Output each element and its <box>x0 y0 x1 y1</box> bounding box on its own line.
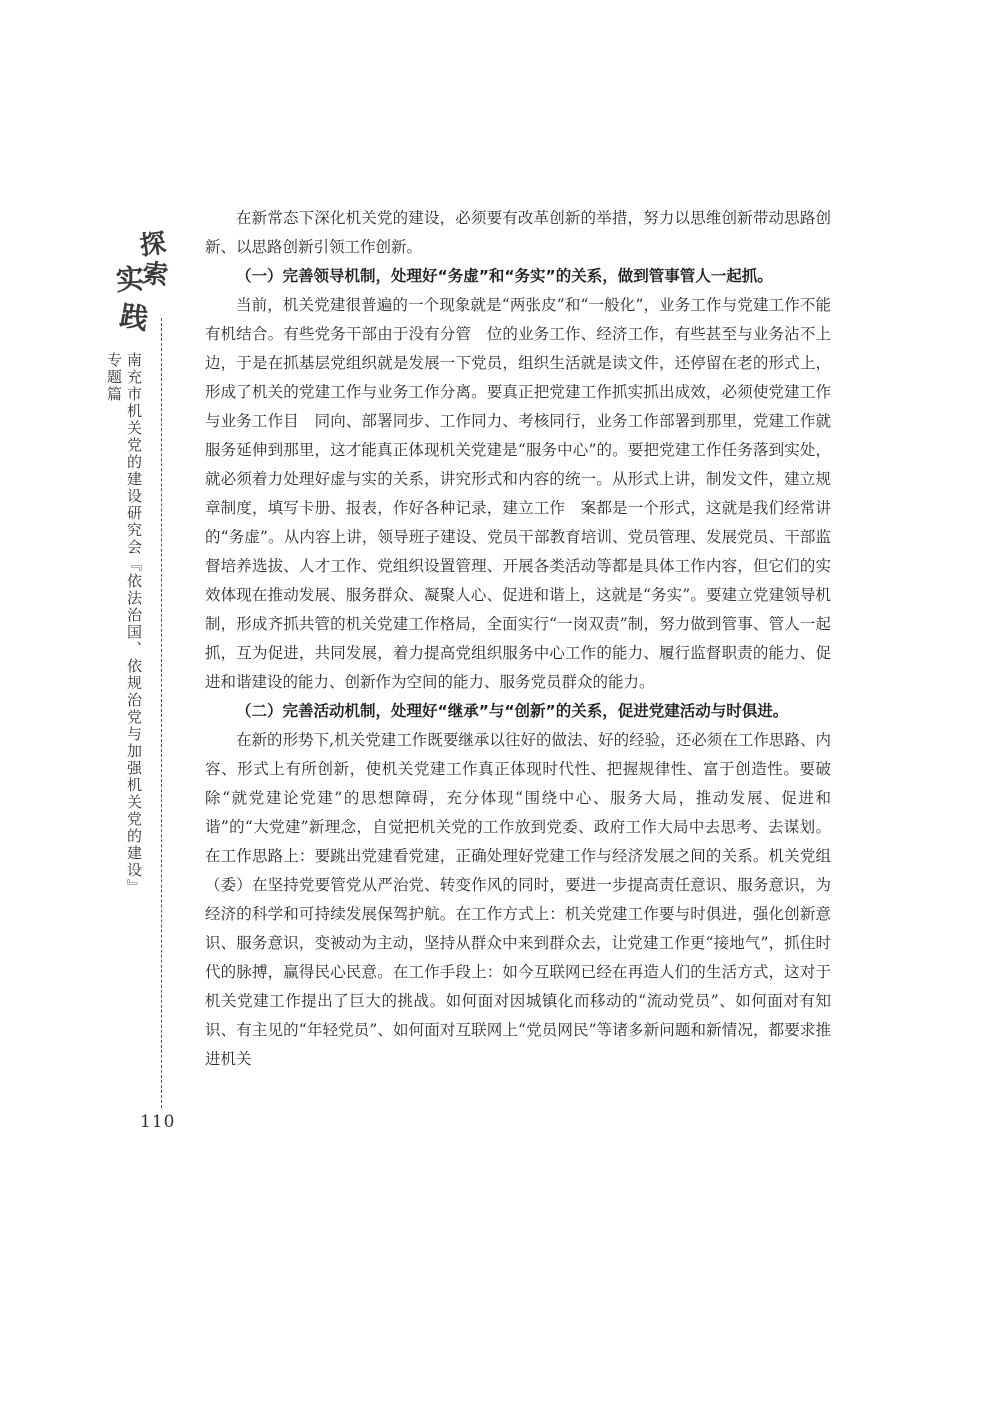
main-text-column <box>205 204 831 1074</box>
vertical-section-subtitle: 南充市机关党的建设研究会『依法治国、依规治党与加强机关党的建设』专题篇 <box>105 352 143 896</box>
page-number: 110 <box>140 1112 176 1132</box>
title-char-3: 实 <box>114 262 146 297</box>
title-char-4: 践 <box>117 298 151 337</box>
body-paragraph-2: 在新的形势下,机关党建工作既要继承以往好的做法、好的经验，还必须在工作思路、内容、形式上有所创新，使机关党建工作真正体现时代性、把握规律性、富于创造性。要破除“就党建论党建”的思想障碍，充分体现“围绕中心、服务大局，推动发展、促进和谐”的“大党建”新理念，自觉把机关党的工作放到党委、政府工作大局中去思考、去谋划。在工作思路上：要跳出党建看党建，正确处理好党建工作与经济发展之间的关系。机关党组（委）在坚持党要管党从严治党、转变作风的同时，要进一步提高责任意识、服务意识，为经济的科学和可持续发展保驾护航。在工作方式上：机关党建工作要与时俱进，强化创新意识、服务意识，变被动为主动，坚持从群众中来到群众去，让党建工作更“接地气”，抓住时代的脉搏，赢得民心民意。在工作手段上：如今互联网已经在再造人们的生活方式，这对于机关党建工作提出了巨大的挑战。如何面对因城镇化而移动的“流动党员”、如何面对有知识、有主见的“年轻党员”、如何面对互联网上“党员网民”等诸多新问题和新情况，都要求推进机关 <box>205 731 831 1068</box>
margin-dashed-rule <box>161 318 162 1108</box>
body-paragraph-1: 当前，机关党建很普遍的一个现象就是“两张皮”和“一般化”，业务工作与党建工作不能有机结合。有些党务干部由于没有分管 位的业务工作、经济工作，有些甚至与业务沾不上边，于是在抓基层党组织就是发展一下党员，组织生活就是读文件，还停留在老的形式上，形成了机关的党建工作与业务工作分离。要真正把党建工作抓实抓出成效，必须使党建工作与业务工作目 同向、部署同步、工作同力、考核同行，业务工作部署到那里，党建工作就服务延伸到那里，这才能真正体现机关党建是“服务中心”的。要把党建工作任务落到实处，就必须着力处理好虚与实的关系，讲究形式和内容的统一。从形式上讲，制发文件，建立规章制度，填写卡册、报表，作好各种记录，建立工作 案都是一个形式，这就是我们经常讲的“务虚”。从内容上讲，领导班子建设、党员干部教育培训、党员管理、发展党员、干部监督培养选拔、人才工作、党组织设置管理、开展各类活动等都是具体工作内容，但它们的实效体现在推动发展、服务群众、凝聚人心、促进和谐上，这就是“务实”。要建立党建领导机制，形成齐抓共管的机关党建工作格局，全面实行“一岗双责”制，努力做到管事、管人一起抓，互为促进，共同发展，着力提高党组织服务中心工作的能力、履行监督职责的能力、促进和谐建设的能力、创新作为空间的能力、服务党员群众的能力。 <box>205 296 831 691</box>
title-char-1: 探 <box>138 228 168 262</box>
section-heading-1: （一）完善领导机制，处理好“务虚”和“务实”的关系，做到管事管人一起抓。 <box>236 267 773 285</box>
intro-paragraph: 在新常态下深化机关党的建设，必须要有改革创新的举措，努力以思维创新带动思路创新、以思路创新引领工作创新。 <box>205 209 831 256</box>
section-title-calligraphy <box>112 228 170 342</box>
section-heading-2: （二）完善活动机制，处理好“继承”与“创新”的关系，促进党建活动与时俱进。 <box>236 702 789 720</box>
title-char-2: 索 <box>140 258 170 292</box>
